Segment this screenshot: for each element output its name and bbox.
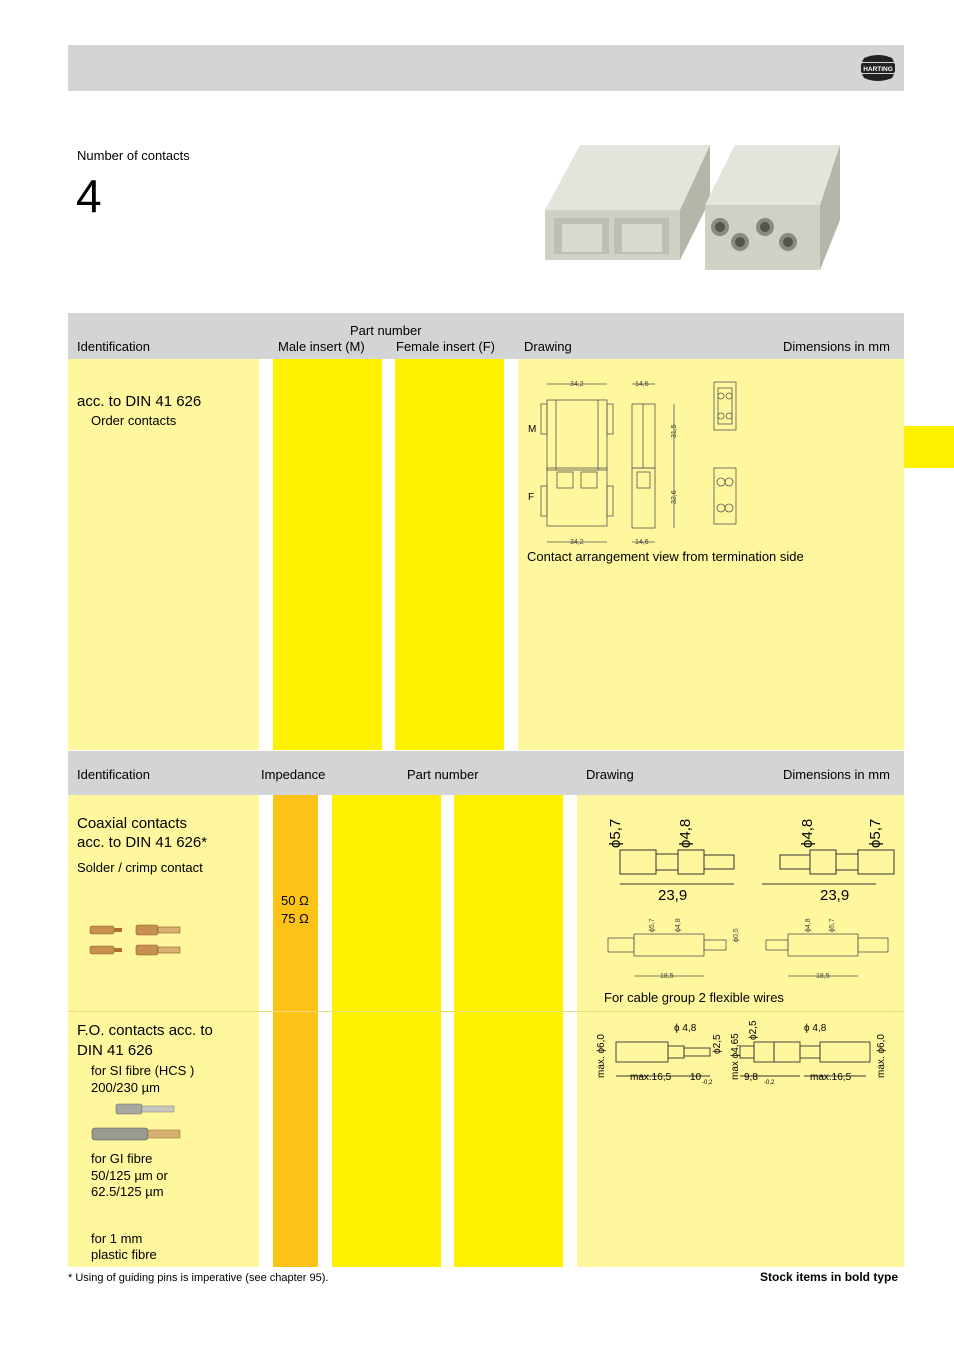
fo-dim-max-6-0-a: max. ϕ6,0 bbox=[596, 1034, 607, 1078]
coax-dim-4-8-s: ϕ4,8 bbox=[675, 918, 682, 932]
t1-male-cell bbox=[273, 359, 382, 750]
fo-gi-3: 62.5/125 µm bbox=[91, 1184, 164, 1199]
coax-dim-0-5: ϕ0,5 bbox=[733, 928, 740, 942]
coax-sub: Solder / crimp contact bbox=[77, 860, 203, 875]
side-tab bbox=[904, 426, 954, 468]
coax-dim-23-9-b: 23,9 bbox=[820, 887, 850, 904]
table2-header bbox=[68, 751, 904, 795]
label-f: F bbox=[528, 492, 535, 503]
t2-impedance: Impedance bbox=[261, 767, 326, 782]
coax-dim-5-7-t: ϕ5,7 bbox=[829, 918, 836, 932]
fo-dim-max-16-5-b: max.16,5 bbox=[810, 1072, 852, 1083]
fo-dim-2-5-b: ϕ2,5 bbox=[748, 1020, 759, 1040]
fo-drawing bbox=[590, 1018, 900, 1088]
fo-si-1: for SI fibre (HCS ) bbox=[91, 1063, 195, 1078]
fo-dim-tol-a: -0,2 bbox=[702, 1080, 713, 1086]
fo-si-2: 200/230 µm bbox=[91, 1080, 160, 1095]
t2-part-number: Part number bbox=[407, 767, 479, 782]
coax-dim-23-9-a: 23,9 bbox=[658, 887, 688, 904]
fo-contact-photo bbox=[90, 1100, 184, 1146]
t1-dimensions: Dimensions in mm bbox=[783, 339, 890, 354]
t1-female: Female insert (F) bbox=[396, 339, 495, 354]
t2-dimensions: Dimensions in mm bbox=[783, 767, 890, 782]
fo-gi-2: 50/125 µm or bbox=[91, 1168, 168, 1183]
fo-plastic-2: plastic fibre bbox=[91, 1247, 157, 1262]
harting-logo bbox=[858, 52, 898, 84]
fo-dim-10: 10 bbox=[690, 1072, 702, 1083]
coax-title-2: acc. to DIN 41 626* bbox=[77, 834, 208, 851]
fo-dim-max-16-5-a: max.16,5 bbox=[630, 1072, 672, 1083]
contacts-label: Number of contacts bbox=[77, 148, 190, 163]
fo-plastic-1: for 1 mm bbox=[91, 1231, 143, 1246]
coax-dim-4-8-a: ϕ4,8 bbox=[677, 818, 694, 848]
t1-male: Male insert (M) bbox=[278, 339, 365, 354]
insert-drawing bbox=[524, 374, 754, 548]
fo-gi-1: for GI fibre bbox=[91, 1151, 153, 1166]
fo-dim-4-8-b: ϕ 4,8 bbox=[804, 1023, 827, 1034]
dim-34-2-bottom: 34,2 bbox=[570, 539, 584, 546]
t1-drawing: Drawing bbox=[524, 339, 572, 354]
fo-title-1: F.O. contacts acc. to bbox=[77, 1022, 213, 1039]
t2-impedance-cell bbox=[273, 795, 318, 1267]
t2-drawing: Drawing bbox=[586, 767, 634, 782]
t1-row-sub: Order contacts bbox=[91, 413, 177, 428]
t2-part-cell-1 bbox=[332, 795, 441, 1267]
coax-dim-5-7-s: ϕ5,7 bbox=[649, 918, 656, 932]
dim-34-2-top: 34,2 bbox=[570, 381, 584, 388]
top-banner bbox=[68, 45, 904, 91]
impedance-75: 75 Ω bbox=[281, 911, 309, 926]
t1-part-number: Part number bbox=[350, 323, 422, 338]
logo-text: HARTING bbox=[863, 66, 893, 73]
coax-dim-18-5-a: 18,5 bbox=[660, 973, 674, 980]
coax-drawing bbox=[590, 808, 900, 986]
coax-dim-18-5-b: 18,5 bbox=[816, 973, 830, 980]
coax-title-1: Coaxial contacts bbox=[77, 815, 188, 832]
dim-32-6: 32,6 bbox=[671, 490, 678, 504]
product-photo bbox=[540, 140, 860, 280]
t2-row-divider bbox=[68, 1011, 904, 1012]
coax-dim-4-8-b: ϕ4,8 bbox=[799, 818, 816, 848]
label-m: M bbox=[528, 424, 537, 435]
fo-dim-4-8-a: ϕ 4,8 bbox=[674, 1023, 697, 1034]
coax-dim-4-8-t: ϕ4,8 bbox=[805, 918, 812, 932]
t1-row-title: acc. to DIN 41 626 bbox=[77, 393, 202, 410]
coax-dim-5-7-b: ϕ5,7 bbox=[867, 818, 884, 848]
dim-31-5: 31,5 bbox=[671, 424, 678, 438]
dim-14-6-top: 14,6 bbox=[635, 381, 649, 388]
t1-female-cell bbox=[395, 359, 504, 750]
t1-identification: Identification bbox=[77, 339, 150, 354]
footnote: * Using of guiding pins is imperative (see chapter 95). bbox=[68, 1272, 329, 1284]
fo-dim-max-6-0-b: max. ϕ6,0 bbox=[876, 1034, 887, 1078]
fo-dim-2-5-a: ϕ2,5 bbox=[712, 1034, 723, 1054]
impedance-50: 50 Ω bbox=[281, 893, 309, 908]
fo-dim-tol-b: -0,2 bbox=[764, 1080, 775, 1086]
t1-drawing-caption: Contact arrangement view from termination side bbox=[527, 549, 804, 564]
dim-14-6-bottom: 14,6 bbox=[635, 539, 649, 546]
stock-note: Stock items in bold type bbox=[760, 1270, 899, 1284]
fo-title-2: DIN 41 626 bbox=[77, 1042, 153, 1059]
coax-contact-photo bbox=[88, 920, 184, 964]
fo-dim-max-4-65: max ϕ4,65 bbox=[730, 1033, 741, 1080]
coax-caption: For cable group 2 flexible wires bbox=[604, 990, 784, 1005]
t2-part-cell-2 bbox=[454, 795, 563, 1267]
coax-dim-5-7-a: ϕ5,7 bbox=[607, 818, 624, 848]
contacts-count: 4 bbox=[76, 170, 102, 222]
fo-dim-9-8: 9,8 bbox=[744, 1072, 758, 1083]
t2-identification: Identification bbox=[77, 767, 150, 782]
